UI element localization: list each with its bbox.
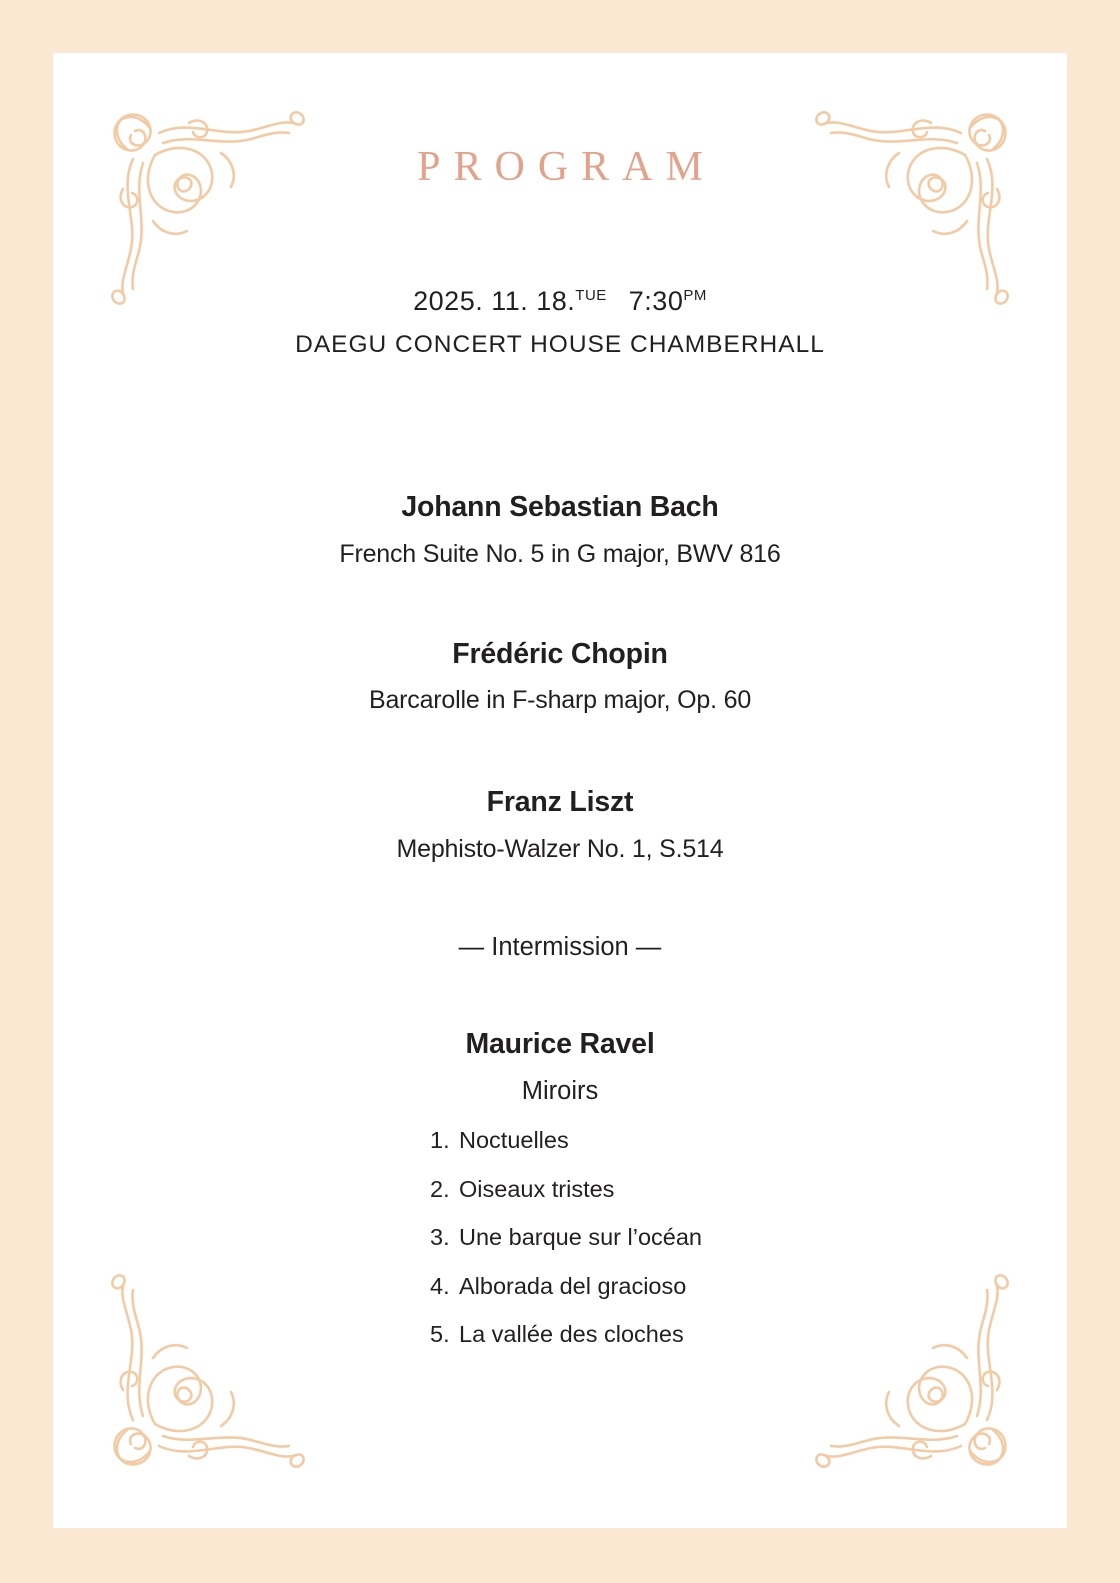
movement-number: 2. [430, 1175, 450, 1202]
work-title: Miroirs [521, 1077, 599, 1105]
event-meridiem: PM [683, 287, 707, 304]
event-date: 2025. 11. 18. [413, 286, 576, 316]
composer-name: Franz Liszt [486, 786, 634, 818]
movement-title: Noctuelles [459, 1127, 569, 1153]
movement-title: Une barque sur l’océan [459, 1224, 702, 1251]
composer-name: Frédéric Chopin [452, 638, 668, 670]
page-title: PROGRAM [417, 144, 716, 190]
corner-ornament-bottom-left-icon [93, 1271, 308, 1486]
movement-item [430, 1165, 702, 1214]
movements-list [430, 1116, 702, 1359]
event-datetime [0, 286, 1120, 317]
venue-name: DAEGU CONCERT HOUSE CHAMBERHALL [295, 331, 825, 358]
movement-item [430, 1116, 702, 1165]
event-time: 7:30 [628, 286, 684, 316]
movement-item [430, 1213, 702, 1262]
movement-title: Oiseaux tristes [459, 1175, 615, 1202]
corner-ornament-top-left-icon [93, 93, 308, 308]
movement-number: 1. [430, 1127, 450, 1153]
movement-title: La vallée des cloches [459, 1321, 684, 1348]
movement-number: 5. [430, 1321, 450, 1348]
movement-title: Alborada del gracioso [459, 1272, 687, 1299]
corner-ornament-top-right-icon [812, 93, 1027, 308]
movement-item [430, 1262, 702, 1311]
event-day: TUE [575, 287, 607, 304]
piece-title: Barcarolle in F-sharp major, Op. 60 [368, 686, 752, 714]
composer-name: Maurice Ravel [465, 1028, 655, 1060]
composer-name: Johann Sebastian Bach [401, 491, 719, 523]
piece-title: French Suite No. 5 in G major, BWV 816 [339, 540, 781, 568]
movement-number: 3. [430, 1224, 450, 1251]
piece-title: Mephisto-Walzer No. 1, S.514 [396, 835, 724, 863]
movement-item [430, 1310, 702, 1359]
movement-number: 4. [430, 1272, 450, 1299]
corner-ornament-bottom-right-icon [812, 1271, 1027, 1486]
intermission-label: — Intermission — [458, 933, 662, 961]
